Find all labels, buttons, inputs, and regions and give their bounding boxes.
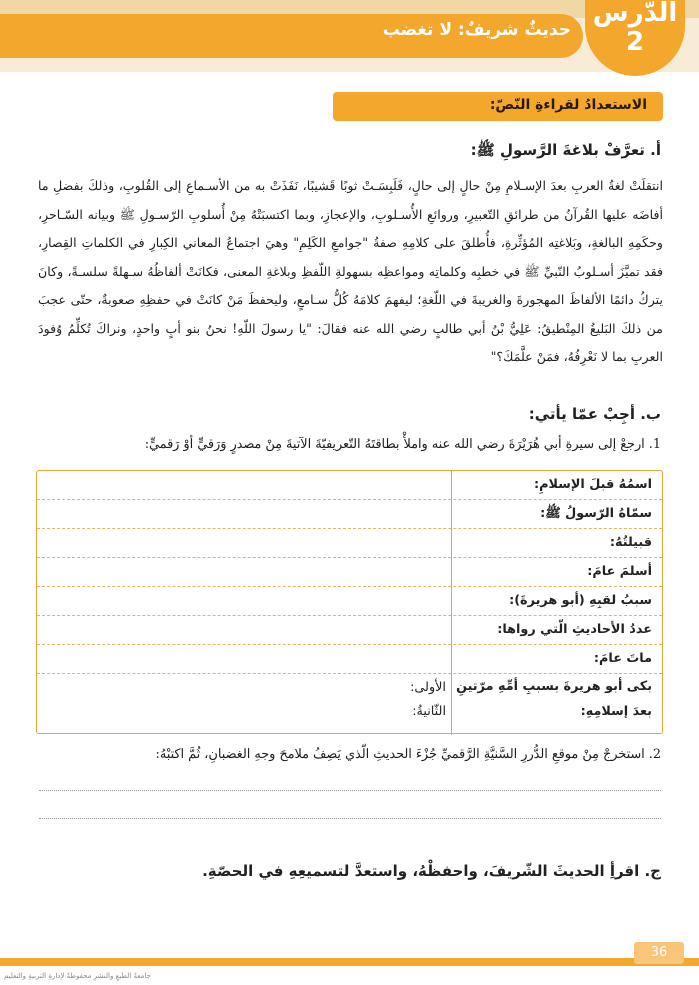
lesson-word: الدّرس [592, 0, 678, 28]
footer-note: جامعةُ الطبعِ والنشرِ محفوظةٌ لإدارةِ التربيةِ والتعليم [4, 972, 151, 980]
row-label: قبيلتُهُ: [609, 535, 652, 550]
question-2: 2. استخرجْ مِنْ موقعِ الدُّررِ السَّنيَّةِ الرَّقميِّ جُزْءَ الحديثِ الّذي يَصِفُ ملامحَ وجهِ الغضبانِ، ثُمَّ اكتبْهُ: [155, 747, 661, 762]
part-a-heading: أ. تعرَّفْ بلاغةَ الرَّسولِ ﷺ: [470, 141, 661, 159]
lesson-title: حديثٌ شريفٌ: لا تغضب [382, 20, 571, 40]
table-row [37, 558, 662, 587]
part-c-heading: ج. اقرأِ الحديثَ الشّريفَ، واحفظْهُ، واستعدَّ لتسميعِهِ في الحصّةِ. [202, 862, 661, 880]
table-row [37, 645, 662, 674]
row-label: سمّاهُ الرّسولُ ﷺ: [540, 506, 652, 521]
table-row [37, 500, 662, 529]
row-label: سببُ لقبِهِ (أبو هريرةَ): [509, 593, 652, 608]
lesson-number: 2 [625, 27, 645, 57]
row-label: بكى أبو هريرةَ بسببِ أمِّهِ مرّتينِ بعدَ إسلامِهِ: [456, 679, 652, 719]
table-row [37, 587, 662, 616]
part-a-paragraph: انتقلَتْ لغةُ العربِ بعدَ الإسـلامِ مِنْ حالٍ إلى حالٍ، فَلَبِسَـتْ ثوبًا قَشيبًا، نَفَذَتْ به من الأسـماعِ إلى القُلوبِ، وذلكَ بفضلِ ما أفاضَه عليها القُرآنُ من طرائقِ التّعبيرِ، وروائعِ الأُسـلوبِ، والإعجازِ، وبما اكتسبَتْهُ مِنْ أُسلوبِ الرّسـولِ ﷺ وبيانه السّـاحرِ، وحكَمِهِ البالغةِ، وبَلاغتِه المُؤثِّرةِ، فأُطلقَ على كلامِهِ صفةُ "جوامعِ الكَلِمِ" وهيَ اجتماعُ المعاني الكِبارِ في الكلماتِ القِصارِ، فقد تميَّزَ أسـلوبُ النّبيِّ ﷺ في خطبِه وكلماتِه ومواعظِه بسهولةِ اللّفظِ وبلاغةِ المعنى، فكانَتْ ألفاظُهُ سـهلةً سلسـةً، وكانَ يتركُ دائمًا الألفاظَ المهجورةَ والغريبةَ في اللّغةِ؛ ليفهمَ كلامَهُ كُلُّ سـامعٍ، وليحفظَ مَنْ كانَتْ في حفظِهِ صعوبةٌ، حتّى عجبَ من ذلكَ البَليغُ المِنْطيقُ: عَلِيُّ بْنُ أبي طالبٍ رضي الله عنه فقالَ: "يا رسولَ اللّهِ! نحنُ بنو أبٍ واحدٍ، ونراكَ تُكلِّمُ وُفودَ العربِ بما لا نَعْرِفُهُ، فمَنْ علَّمَكَ؟" [38, 178, 663, 364]
row-label: عددُ الأحاديثِ الّتي رواها: [497, 622, 652, 637]
page-number: 36 [634, 942, 684, 964]
footer-line [0, 958, 699, 966]
answer-line [39, 790, 661, 791]
table-row [37, 471, 662, 500]
part-b-heading: ب. أجِبْ عمّا يأتي: [528, 405, 661, 423]
table-row [37, 674, 662, 722]
sub-label-second: الثّانيةُ: [412, 704, 446, 719]
sub-label-first: الأولى: [410, 680, 446, 695]
table-row [37, 616, 662, 645]
row-label: أسلمَ عامَ: [587, 564, 652, 579]
answer-line [39, 818, 661, 819]
table-row [37, 529, 662, 558]
section-title: الاستعدادُ لقراءةِ النّصّ: [489, 97, 647, 113]
question-1: 1. ارجعْ إلى سيرةِ أبي هُرَيْرَةَ رضي الله عنه واملأْ بطاقتَهُ التّعريفيّةَ الآتيةَ مِنْ مصدرٍ وَرَقيٍّ أوْ رَقميٍّ: [144, 437, 661, 452]
row-label: اسمُهُ قبلَ الإسلامِ: [534, 477, 652, 492]
info-card-table [36, 470, 663, 734]
row-label: ماتَ عامَ: [593, 651, 652, 666]
